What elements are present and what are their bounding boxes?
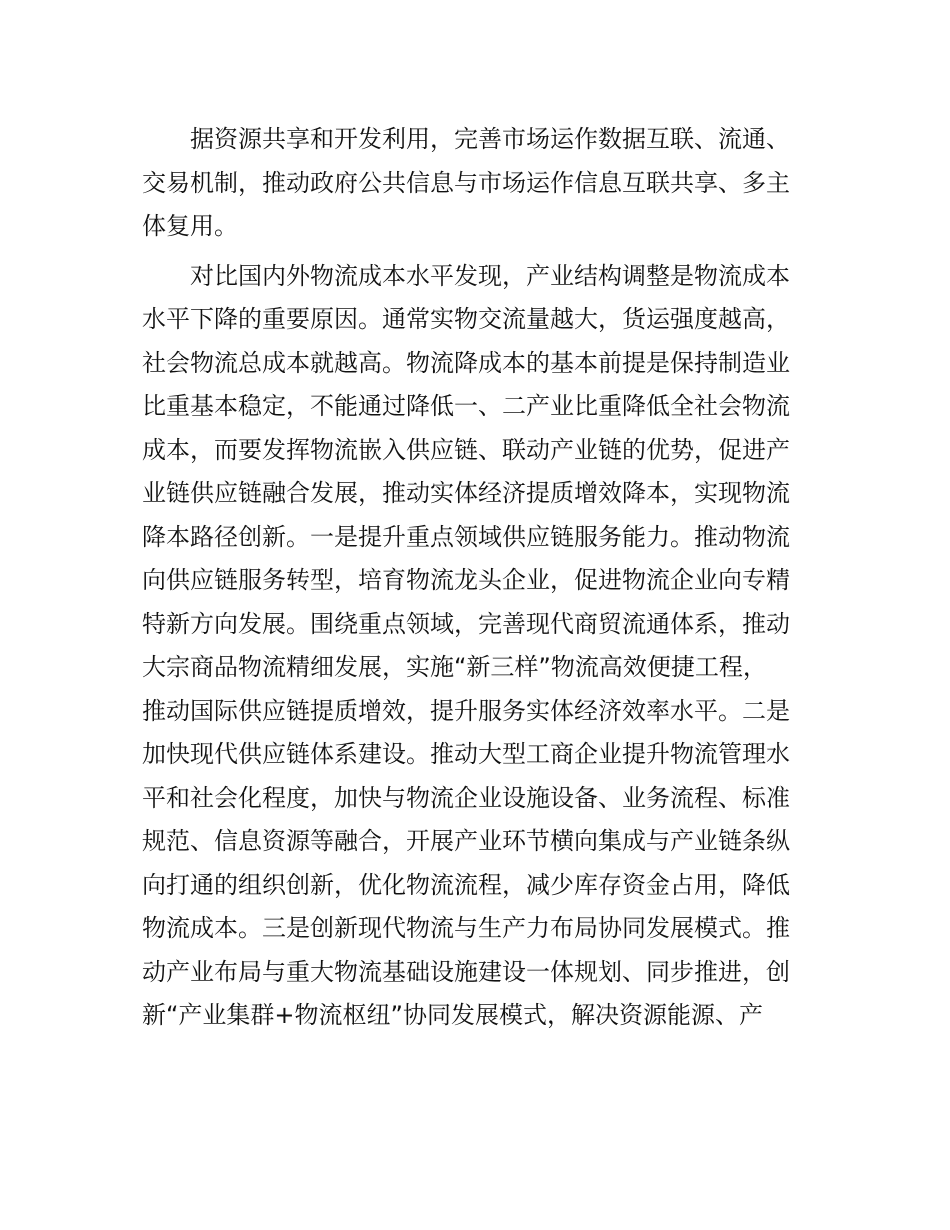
paragraph-line: 推动国际供应链提质增效，提升服务实体经济效率水平。二是: [142, 696, 790, 725]
paragraph-line: 规范、信息资源等融合，开展产业环节横向集成与产业链条纵: [142, 827, 790, 855]
paragraph-2: [142, 255, 812, 1038]
paragraph-line: 对比国内外物流成本水平发现，产业结构调整是物流成本: [190, 261, 790, 290]
paragraph-line: 新“产业集群+物流枢纽”协同发展模式，解决资源能源、产: [142, 1001, 763, 1029]
paragraph-line: 据资源共享和开发利用，完善市场运作数据互联、流通、: [190, 125, 790, 153]
paragraph-line: 向供应链服务转型，培育物流龙头企业，促进物流企业向专精: [142, 566, 790, 594]
paragraph-line: 特新方向发展。围绕重点领域，完善现代商贸流通体系，推动: [142, 609, 790, 638]
paragraph-line: 动产业布局与重大物流基础设施建设一体规划、同步推进，创: [142, 957, 790, 986]
paragraph-line: 加快现代供应链体系建设。推动大型工商企业提升物流管理水: [142, 740, 790, 768]
document-body: [142, 118, 812, 1038]
paragraph-line: 平和社会化程度，加快与物流企业设施设备、业务流程、标准: [142, 783, 790, 812]
paragraph-line: 体复用。: [142, 212, 238, 240]
paragraph-line: 降本路径创新。一是提升重点领域供应链服务能力。推动物流: [142, 522, 790, 551]
paragraph-line: 向打通的组织创新，优化物流流程，减少库存资金占用，降低: [142, 870, 790, 899]
paragraph-line: 物流成本。三是创新现代物流与生产力布局协同发展模式。推: [142, 914, 790, 942]
paragraph-1: [142, 118, 812, 249]
paragraph-line: 社会物流总成本就越高。物流降成本的基本前提是保持制造业: [142, 348, 790, 377]
paragraph-line: 成本，而要发挥物流嵌入供应链、联动产业链的优势，促进产: [142, 435, 790, 464]
paragraph-line: 交易机制，推动政府公共信息与市场运作信息互联共享、多主: [142, 168, 790, 197]
paragraph-line: 业链供应链融合发展，推动实体经济提质增效降本，实现物流: [142, 479, 790, 507]
paragraph-line: 水平下降的重要原因。通常实物交流量越大，货运强度越高，: [142, 305, 790, 333]
paragraph-line: 大宗商品物流精细发展，实施“新三样”物流高效便捷工程，: [142, 653, 767, 681]
paragraph-line: 比重基本稳定，不能通过降低一、二产业比重降低全社会物流: [142, 392, 790, 420]
